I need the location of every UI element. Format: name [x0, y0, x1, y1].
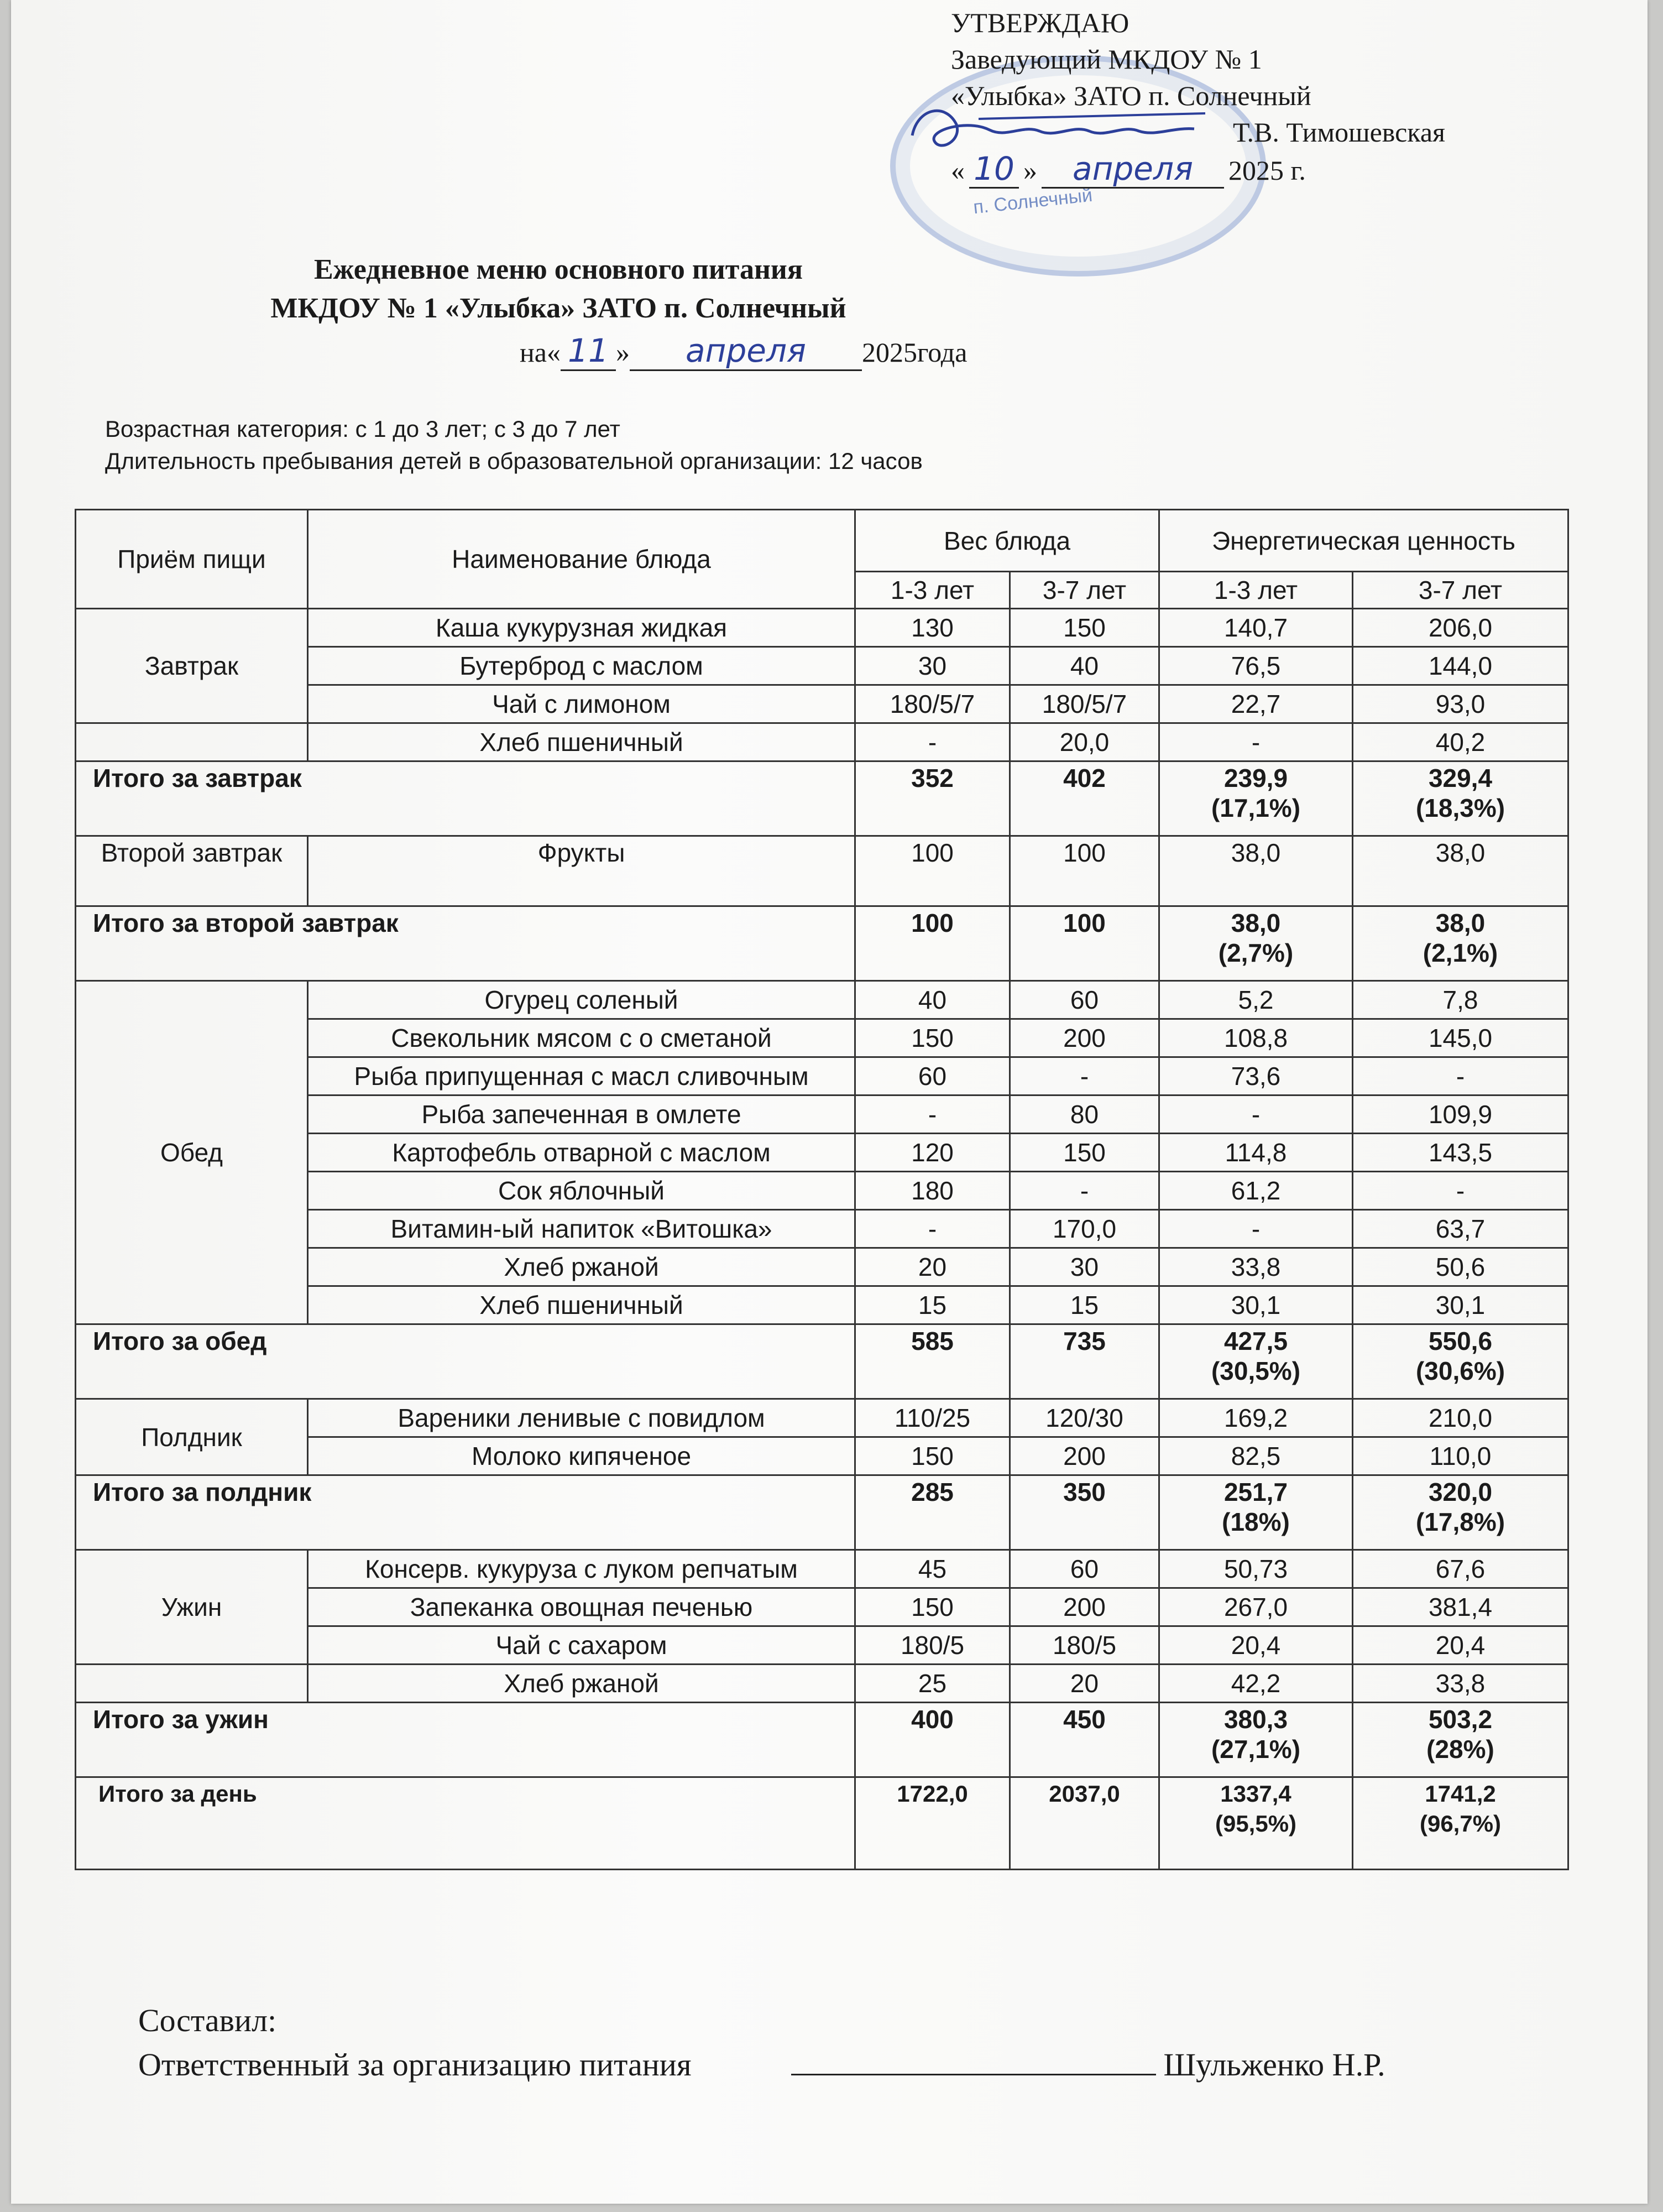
- energy-1-3: 114,8: [1159, 1134, 1353, 1172]
- total-weight-3-7: 350: [1010, 1475, 1159, 1550]
- weight-3-7: 60: [1010, 1550, 1159, 1588]
- approval-line2: Заведующий МКДОУ № 1: [951, 44, 1262, 75]
- energy-3-7: 50,6: [1353, 1248, 1568, 1286]
- energy-1-3: 267,0: [1159, 1588, 1353, 1626]
- meal-name-empty: [76, 723, 308, 761]
- total-energy-3-7-value: 38,0: [1435, 909, 1486, 937]
- header-weight-1-3: 1-3 лет: [855, 572, 1010, 609]
- date-prefix: на«: [520, 337, 561, 368]
- table-row: [76, 723, 1568, 761]
- total-energy-1-3: [1159, 1324, 1353, 1399]
- meal-name: Полдник: [76, 1399, 308, 1475]
- menu-month: апреля: [630, 332, 862, 371]
- total-energy-1-3-value: 1337,4: [1220, 1781, 1291, 1807]
- energy-1-3: 38,0: [1159, 836, 1353, 906]
- total-row: [76, 906, 1568, 981]
- dish-name: Консерв. кукуруза с луком репчатым: [308, 1550, 855, 1588]
- energy-1-3: -: [1159, 1210, 1353, 1248]
- total-weight-3-7: 2037,0: [1010, 1777, 1159, 1870]
- total-energy-3-7-value: 329,4: [1428, 764, 1493, 792]
- approval-date: [951, 150, 1614, 189]
- total-weight-3-7: 735: [1010, 1324, 1159, 1399]
- total-row: [76, 761, 1568, 836]
- header-energy: Энергетическая ценность: [1159, 510, 1568, 572]
- approval-month: апреля: [1042, 150, 1224, 189]
- dish-name: Каша кукурузная жидкая: [308, 609, 855, 647]
- dish-name: Запеканка овощная печенью: [308, 1588, 855, 1626]
- table-row: [76, 981, 1568, 1019]
- energy-3-7: 40,2: [1353, 723, 1568, 761]
- weight-1-3: 180: [855, 1172, 1010, 1210]
- energy-3-7: 110,0: [1353, 1437, 1568, 1475]
- stamp-text: п. Солнечный: [972, 184, 1094, 218]
- total-energy-3-7-percent: (30,6%): [1415, 1357, 1505, 1385]
- total-energy-3-7: [1353, 1324, 1568, 1399]
- dish-name: Вареники ленивые с повидлом: [308, 1399, 855, 1437]
- weight-1-3: 25: [855, 1665, 1010, 1703]
- total-energy-1-3: [1159, 1777, 1353, 1870]
- weight-1-3: -: [855, 723, 1010, 761]
- total-energy-3-7-percent: (96,7%): [1419, 1811, 1502, 1837]
- approval-year: 2025 г.: [1228, 155, 1306, 186]
- stay-duration: Длительность пребывания детей в образовательной организации: 12 часов: [105, 448, 923, 474]
- weight-3-7: 60: [1010, 981, 1159, 1019]
- energy-1-3: 22,7: [1159, 685, 1353, 723]
- approval-line3: «Улыбка» ЗАТО п. Солнечный: [951, 80, 1311, 111]
- dish-name: Бутерброд с маслом: [308, 647, 855, 685]
- energy-3-7: 381,4: [1353, 1588, 1568, 1626]
- total-energy-3-7-percent: (28%): [1426, 1735, 1494, 1764]
- total-energy-1-3-percent: (2,7%): [1218, 938, 1294, 967]
- energy-1-3: 33,8: [1159, 1248, 1353, 1286]
- age-category: Возрастная категория: с 1 до 3 лет; с 3 до 7 лет: [105, 416, 620, 442]
- energy-3-7: 145,0: [1353, 1019, 1568, 1057]
- total-weight-1-3: 585: [855, 1324, 1010, 1399]
- total-label: Итого за ужин: [76, 1703, 855, 1777]
- energy-1-3: -: [1159, 723, 1353, 761]
- page-title: Ежедневное меню основного питания: [313, 254, 803, 285]
- energy-3-7: -: [1353, 1057, 1568, 1095]
- weight-1-3: 150: [855, 1019, 1010, 1057]
- weight-3-7: 180/5: [1010, 1626, 1159, 1665]
- header-energy-1-3: 1-3 лет: [1159, 572, 1353, 609]
- dish-name: Чай с сахаром: [308, 1626, 855, 1665]
- weight-3-7: 200: [1010, 1588, 1159, 1626]
- weight-3-7: -: [1010, 1057, 1159, 1095]
- header-weight-3-7: 3-7 лет: [1010, 572, 1159, 609]
- total-energy-3-7-value: 320,0: [1428, 1478, 1493, 1506]
- meal-name: Обед: [76, 981, 308, 1324]
- weight-1-3: 60: [855, 1057, 1010, 1095]
- energy-3-7: 143,5: [1353, 1134, 1568, 1172]
- energy-1-3: 42,2: [1159, 1665, 1353, 1703]
- energy-1-3: 5,2: [1159, 981, 1353, 1019]
- dish-name: Сок яблочный: [308, 1172, 855, 1210]
- total-energy-3-7-value: 1741,2: [1425, 1781, 1496, 1807]
- header-meal: Приём пищи: [76, 510, 308, 609]
- total-weight-1-3: 285: [855, 1475, 1010, 1550]
- approval-block: [951, 4, 1614, 189]
- weight-3-7: 200: [1010, 1437, 1159, 1475]
- energy-1-3: 50,73: [1159, 1550, 1353, 1588]
- header-weight: Вес блюда: [855, 510, 1159, 572]
- total-energy-1-3-percent: (17,1%): [1211, 794, 1301, 822]
- dish-name: Огурец соленый: [308, 981, 855, 1019]
- approval-line1: УТВЕРЖДАЮ: [951, 7, 1129, 38]
- weight-3-7: 200: [1010, 1019, 1159, 1057]
- total-energy-3-7: [1353, 1777, 1568, 1870]
- weight-3-7: 80: [1010, 1095, 1159, 1134]
- total-label: Итого за завтрак: [76, 761, 855, 836]
- weight-1-3: 20: [855, 1248, 1010, 1286]
- total-energy-1-3: [1159, 1475, 1353, 1550]
- menu-year: 2025года: [861, 337, 968, 368]
- weight-3-7: 150: [1010, 609, 1159, 647]
- weight-3-7: 20: [1010, 1665, 1159, 1703]
- menu-day: 11: [561, 332, 616, 371]
- energy-1-3: -: [1159, 1095, 1353, 1134]
- dish-name: Свекольник мясом с о сметаной: [308, 1019, 855, 1057]
- total-energy-3-7: [1353, 906, 1568, 981]
- energy-3-7: 67,6: [1353, 1550, 1568, 1588]
- menu-date: [520, 332, 967, 371]
- weight-3-7: 40: [1010, 647, 1159, 685]
- total-energy-3-7-value: 550,6: [1428, 1327, 1493, 1355]
- energy-1-3: 30,1: [1159, 1286, 1353, 1324]
- weight-1-3: 150: [855, 1437, 1010, 1475]
- meal-name: Завтрак: [76, 609, 308, 723]
- weight-1-3: 15: [855, 1286, 1010, 1324]
- total-label: Итого за день: [76, 1777, 855, 1870]
- weight-1-3: 40: [855, 981, 1010, 1019]
- total-energy-3-7-percent: (2,1%): [1423, 938, 1498, 967]
- total-energy-1-3-value: 239,9: [1223, 764, 1288, 792]
- energy-3-7: 63,7: [1353, 1210, 1568, 1248]
- dish-name: Хлеб пшеничный: [308, 723, 855, 761]
- menu-table: [75, 509, 1569, 1870]
- total-weight-1-3: 352: [855, 761, 1010, 836]
- table-row: [76, 836, 1568, 906]
- approval-head-name: Т.В. Тимошевская: [1233, 117, 1446, 148]
- total-row: [76, 1324, 1568, 1399]
- weight-1-3: -: [855, 1210, 1010, 1248]
- dish-name: Молоко кипяченое: [308, 1437, 855, 1475]
- weight-1-3: 150: [855, 1588, 1010, 1626]
- dish-name: Хлеб ржаной: [308, 1248, 855, 1286]
- weight-1-3: 110/25: [855, 1399, 1010, 1437]
- energy-3-7: 93,0: [1353, 685, 1568, 723]
- energy-3-7: 109,9: [1353, 1095, 1568, 1134]
- energy-1-3: 76,5: [1159, 647, 1353, 685]
- approval-day: 10: [969, 150, 1019, 189]
- energy-3-7: 7,8: [1353, 981, 1568, 1019]
- date-mid: »: [615, 337, 630, 368]
- total-weight-3-7: 402: [1010, 761, 1159, 836]
- total-energy-3-7-value: 503,2: [1428, 1705, 1493, 1734]
- document-page: [11, 0, 1648, 2204]
- energy-1-3: 169,2: [1159, 1399, 1353, 1437]
- energy-3-7: -: [1353, 1172, 1568, 1210]
- total-weight-1-3: 1722,0: [855, 1777, 1010, 1870]
- dish-name: Витамин-ый напиток «Витошка»: [308, 1210, 855, 1248]
- energy-1-3: 140,7: [1159, 609, 1353, 647]
- weight-3-7: 15: [1010, 1286, 1159, 1324]
- total-energy-3-7: [1353, 1475, 1568, 1550]
- weight-3-7: -: [1010, 1172, 1159, 1210]
- responsible-line: [138, 2046, 1385, 2083]
- total-energy-3-7: [1353, 1703, 1568, 1777]
- dish-name: Чай с лимоном: [308, 685, 855, 723]
- weight-3-7: 170,0: [1010, 1210, 1159, 1248]
- total-energy-1-3: [1159, 1703, 1353, 1777]
- total-energy-1-3-value: 251,7: [1223, 1478, 1288, 1506]
- weight-1-3: 30: [855, 647, 1010, 685]
- total-label: Итого за обед: [76, 1324, 855, 1399]
- weight-3-7: 100: [1010, 836, 1159, 906]
- dish-name: Рыба припущенная с масл сливочным: [308, 1057, 855, 1095]
- total-label: Итого за полдник: [76, 1475, 855, 1550]
- table-row: [76, 1665, 1568, 1703]
- total-energy-1-3-percent: (18%): [1222, 1507, 1290, 1536]
- compiled-label: Составил:: [138, 2002, 277, 2038]
- dish-name: Хлеб ржаной: [308, 1665, 855, 1703]
- total-energy-1-3-percent: (27,1%): [1211, 1735, 1301, 1764]
- energy-1-3: 82,5: [1159, 1437, 1353, 1475]
- energy-3-7: 210,0: [1353, 1399, 1568, 1437]
- approval-quote-close: »: [1023, 155, 1037, 186]
- total-energy-1-3-percent: (30,5%): [1211, 1357, 1301, 1385]
- meal-name-empty: [76, 1665, 308, 1703]
- total-energy-3-7: [1353, 761, 1568, 836]
- weight-3-7: 180/5/7: [1010, 685, 1159, 723]
- weight-3-7: 120/30: [1010, 1399, 1159, 1437]
- total-row: [76, 1475, 1568, 1550]
- meal-name: Второй завтрак: [76, 836, 308, 906]
- weight-3-7: 150: [1010, 1134, 1159, 1172]
- total-weight-1-3: 100: [855, 906, 1010, 981]
- energy-3-7: 33,8: [1353, 1665, 1568, 1703]
- dish-name: Фрукты: [308, 836, 855, 906]
- header-row: [76, 510, 1568, 572]
- table-row: [76, 609, 1568, 647]
- total-energy-1-3: [1159, 906, 1353, 981]
- energy-3-7: 38,0: [1353, 836, 1568, 906]
- total-label: Итого за второй завтрак: [76, 906, 855, 981]
- total-energy-1-3-value: 427,5: [1223, 1327, 1288, 1355]
- meal-name: Ужин: [76, 1550, 308, 1665]
- table-row: [76, 1550, 1568, 1588]
- weight-1-3: 120: [855, 1134, 1010, 1172]
- dish-name: Картофебль отварной с маслом: [308, 1134, 855, 1172]
- total-energy-1-3: [1159, 761, 1353, 836]
- energy-1-3: 20,4: [1159, 1626, 1353, 1665]
- energy-3-7: 206,0: [1353, 609, 1568, 647]
- table-row: [76, 1399, 1568, 1437]
- total-energy-1-3-value: 38,0: [1231, 909, 1281, 937]
- weight-1-3: 130: [855, 609, 1010, 647]
- signature-line: [791, 2046, 1156, 2075]
- energy-3-7: 30,1: [1353, 1286, 1568, 1324]
- energy-1-3: 61,2: [1159, 1172, 1353, 1210]
- weight-1-3: 45: [855, 1550, 1010, 1588]
- total-energy-1-3-percent: (95,5%): [1215, 1811, 1297, 1837]
- total-row: [76, 1703, 1568, 1777]
- weight-1-3: 180/5/7: [855, 685, 1010, 723]
- dish-name: Рыба запеченная в омлете: [308, 1095, 855, 1134]
- total-energy-3-7-percent: (18,3%): [1415, 794, 1505, 822]
- energy-3-7: 20,4: [1353, 1626, 1568, 1665]
- header-energy-3-7: 3-7 лет: [1353, 572, 1568, 609]
- dish-name: Хлеб пшеничный: [308, 1286, 855, 1324]
- weight-3-7: 20,0: [1010, 723, 1159, 761]
- total-weight-3-7: 450: [1010, 1703, 1159, 1777]
- weight-1-3: 100: [855, 836, 1010, 906]
- weight-1-3: 180/5: [855, 1626, 1010, 1665]
- responsible-role: Ответственный за организацию питания: [138, 2047, 692, 2083]
- total-weight-3-7: 100: [1010, 906, 1159, 981]
- energy-3-7: 144,0: [1353, 647, 1568, 685]
- page-subtitle: МКДОУ № 1 «Улыбка» ЗАТО п. Солнечный: [270, 293, 846, 324]
- total-energy-3-7-percent: (17,8%): [1415, 1507, 1505, 1536]
- weight-3-7: 30: [1010, 1248, 1159, 1286]
- total-row: [76, 1777, 1568, 1870]
- weight-1-3: -: [855, 1095, 1010, 1134]
- total-weight-1-3: 400: [855, 1703, 1010, 1777]
- approval-quote-open: «: [951, 155, 965, 186]
- header-dish: Наименование блюда: [308, 510, 855, 609]
- responsible-name: Шульженко Н.Р.: [1163, 2047, 1385, 2083]
- energy-1-3: 108,8: [1159, 1019, 1353, 1057]
- energy-1-3: 73,6: [1159, 1057, 1353, 1095]
- total-energy-1-3-value: 380,3: [1223, 1705, 1288, 1734]
